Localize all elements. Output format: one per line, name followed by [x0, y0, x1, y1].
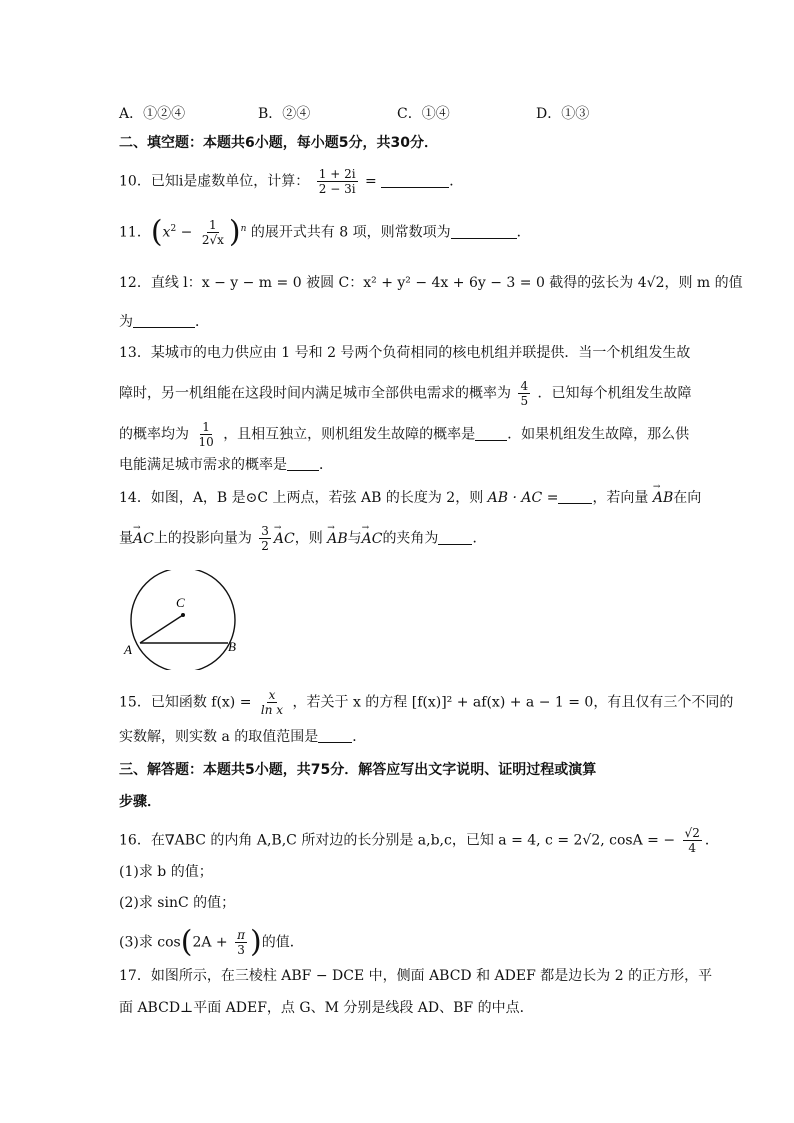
question-11: 11．($x^2$ − $\frac{1}{2√x}$ )$^n$ 的展开式共有 8 项，则常数项为 ． [119, 214, 531, 250]
question-10: 10．已知i是虚数单位，计算： $\frac{1 + 2i}{2 - 3i}$ = ． [119, 167, 464, 196]
label-a: A [124, 642, 132, 657]
answer-blank[interactable] [558, 489, 592, 504]
radius-ca [140, 615, 183, 643]
question-16-line-1: 16．在∇ABC 的内角 A,B,C 所对边的长分别是 a,b,c，已知 a = 4, c = 2√2, cosA = − $\frac{√2}{4}$ ． [119, 826, 719, 855]
question-16-part-2: (2)求 sinC 的值； [119, 895, 236, 911]
answer-blank[interactable] [133, 313, 195, 328]
circle-figure [118, 570, 248, 670]
label-b: B [228, 639, 236, 654]
question-15-line-1: 15．已知函数 f(x) = $\frac{x}{\text{ln x}}$ ，若关于 x 的方程 [f(x)]² + af(x) + a − 1 = 0，有且仅有三个不同的 [119, 688, 734, 717]
question-14-line-1: 14．如图，A，B 是⊙C 上两点，若弦 AB 的长度为 2，则 AB · AC = ，若向量 → AB在向 [119, 488, 701, 508]
question-13-line-2: 障时，另一机组能在这段时间内满足城市全部供电需求的概率为 $\frac{4}{5}$ ．已知每个机组发生故障 [119, 379, 692, 408]
question-13-line-3: 的概率均为 $\frac{1}{10}$ ，且相互独立，则机组发生故障的概率是 ．如果机组发生故障，那么供 [119, 420, 690, 449]
option-a: A．①②④ [119, 106, 186, 122]
question-14-line-2: 量→ AC上的投影向量为 $\frac{3}{2}$ → AC，则 → AB与→ AC的夹角为 ． [119, 524, 486, 553]
section-3-heading-line-2: 步骤． [119, 794, 161, 810]
question-12-line-2: 为 ． [119, 314, 209, 330]
question-13-line-4: 电能满足城市需求的概率是 ． [119, 457, 333, 473]
answer-blank[interactable] [475, 426, 507, 441]
question-13-line-1: 13．某城市的电力供应由 1 号和 2 号两个负荷相同的核电机组并联提供．当一个机组发生故 [119, 345, 691, 361]
label-c: C [176, 595, 185, 610]
answer-blank[interactable] [318, 728, 352, 743]
answer-blank[interactable] [287, 456, 319, 471]
option-c: C．①④ [397, 106, 450, 122]
section-3-heading-line-1: 三、解答题：本题共5小题，共75分．解答应写出文字说明、证明过程或演算 [119, 762, 597, 778]
question-12-line-1: 12．直线 l：x − y − m = 0 被圆 C：x² + y² − 4x + 6y − 3 = 0 截得的弦长为 4√2，则 m 的值 [119, 275, 743, 291]
circle-outline [131, 570, 235, 670]
question-16-part-1: (1)求 b 的值； [119, 864, 213, 880]
answer-blank[interactable] [438, 530, 472, 545]
center-point [181, 613, 185, 617]
question-15-line-2: 实数解，则实数 a 的取值范围是 ． [119, 729, 367, 745]
option-d: D．①③ [536, 106, 590, 122]
answer-blank[interactable] [451, 224, 517, 239]
option-b: B．②④ [258, 106, 311, 122]
question-17-line-2: 面 ABCD⊥平面 ADEF，点 G、M 分别是线段 AD、BF 的中点． [119, 1000, 534, 1016]
question-16-part-3: (3)求 cos(2A + $\frac{\pi}{3}$ )的值． [119, 924, 304, 960]
question-17-line-1: 17．如图所示，在三棱柱 ABF − DCE 中，侧面 ABCD 和 ADEF 都是边长为 2 的正方形，平 [119, 968, 713, 984]
section-2-heading: 二、填空题：本题共6小题，每小题5分，共30分． [119, 135, 438, 151]
answer-blank[interactable] [381, 173, 449, 188]
